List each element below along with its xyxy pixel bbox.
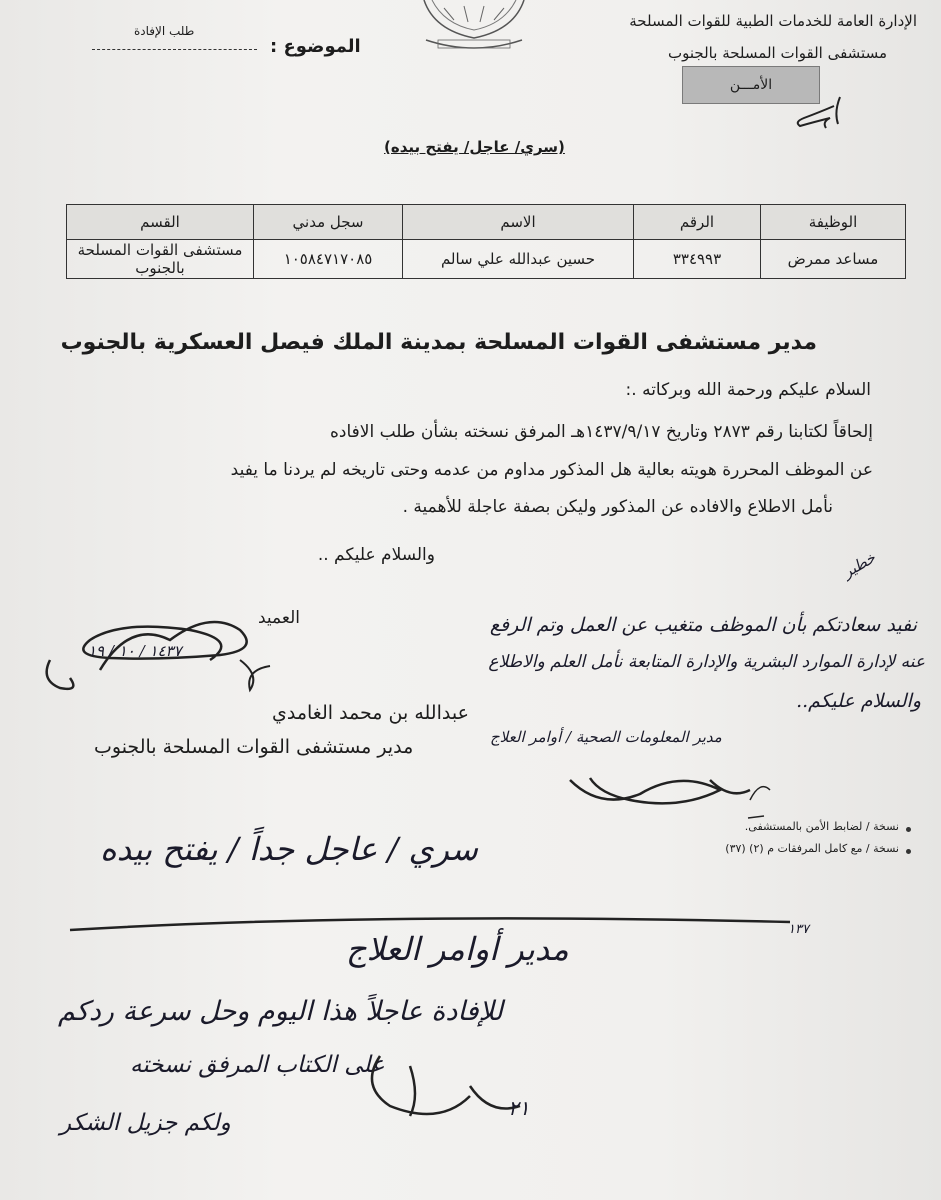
letter-paragraph-2: عن الموظف المحررة هويته بعالية هل المذكور مداوم من عدمه وحتى تاريخه لم يردنا ما يفيد xyxy=(230,460,873,480)
bullet-icon xyxy=(906,849,911,854)
page-number: ١٣٧ xyxy=(788,922,809,937)
cell-job: مساعد ممرض xyxy=(761,240,906,279)
cell-name: حسين عبدالله علي سالم xyxy=(403,240,634,279)
column-header-department: القسم xyxy=(67,205,254,240)
subject-underline xyxy=(92,49,257,50)
subject-label: الموضوع : xyxy=(270,36,361,57)
cell-civil-id: ١٠٥٨٤٧١٧٠٨٥ xyxy=(254,240,403,279)
handwritten-number: ٢١ xyxy=(508,1096,530,1120)
column-header-civil-id: سجل مدني xyxy=(254,205,403,240)
handwritten-recipient: مدير المعلومات الصحية / أوامر العلاج xyxy=(490,728,722,746)
handwritten-reply-line-2: عنه لإدارة الموارد البشرية والإدارة المتابعة نأمل العلم والاطلاع xyxy=(488,652,925,672)
initials-signature xyxy=(790,92,850,132)
handwritten-note-recipient: مدير أوامر العلاج xyxy=(346,930,569,968)
employee-table xyxy=(66,204,906,279)
letter-closing: والسلام عليكم .. xyxy=(317,545,435,565)
military-emblem-logo xyxy=(404,0,544,52)
typed-recipient: مدير مستشفى القوات المسلحة بالجنوب xyxy=(94,736,414,758)
cell-number: ٣٣٤٩٩٣ xyxy=(634,240,761,279)
subject-value: طلب الإفادة xyxy=(134,24,195,38)
handwritten-reply-line-3: والسلام عليكم.. xyxy=(796,690,921,712)
bullet-icon xyxy=(906,827,911,832)
signatory-name: عبدالله بن محمد الغامدي xyxy=(272,702,469,724)
handwritten-note-request: للإفادة عاجلاً هذا اليوم وحل سرعة ردكم xyxy=(58,996,503,1027)
org-name-line2: مستشفى القوات المسلحة بالجنوب xyxy=(668,44,887,62)
letter-addressee: مدير مستشفى القوات المسلحة بمدينة الملك فيصل العسكرية بالجنوب xyxy=(60,330,817,355)
letter-paragraph-3: نأمل الاطلاع والافاده عن المذكور وليكن بصفة عاجلة للأهمية . xyxy=(402,497,833,517)
handwritten-tag: خطير xyxy=(839,548,879,582)
copy-line-2: نسخة / مع كامل المرفقات م (٢) (٣٧) xyxy=(725,842,899,855)
column-header-job: الوظيفة xyxy=(761,205,906,240)
handwritten-note-thanks: ولكم جزيل الشكر xyxy=(60,1110,231,1136)
handwritten-note-classification: سري / عاجل جداً / يفتح بيده xyxy=(100,830,478,868)
table-header-row xyxy=(67,205,906,240)
org-name-line1: الإدارة العامة للخدمات الطبية للقوات المسلحة xyxy=(629,12,917,30)
signatory-rank: العميد xyxy=(258,608,300,628)
classification-label: (سري/ عاجل/ يفتح بيده) xyxy=(384,138,565,156)
table-row xyxy=(67,240,906,279)
letter-greeting: السلام عليكم ورحمة الله وبركاته .: xyxy=(625,380,871,400)
handwritten-note-attachment: على الكتاب المرفق نسخته xyxy=(130,1052,385,1078)
column-header-number: الرقم xyxy=(634,205,761,240)
handwritten-reply-line-1: نفيد سعادتكم بأن الموظف متغيب عن العمل وتم الرفع xyxy=(489,614,917,636)
column-header-name: الاسم xyxy=(403,205,634,240)
signatory-handwritten-date: ١٤٣٧ / ١٠ / ١٩ xyxy=(88,642,182,660)
copy-line-1: نسخة / لضابط الأمن بالمستشفى. xyxy=(744,820,899,833)
security-stamp-box: الأمـــن xyxy=(682,66,820,104)
letter-paragraph-1: إلحاقاً لكتابنا رقم ٢٨٧٣ وتاريخ ١٤٣٧/٩/١٧هـ المرفق نسخته بشأن طلب الافاده xyxy=(329,422,873,442)
cell-department: مستشفى القوات المسلحة بالجنوب xyxy=(67,240,254,279)
